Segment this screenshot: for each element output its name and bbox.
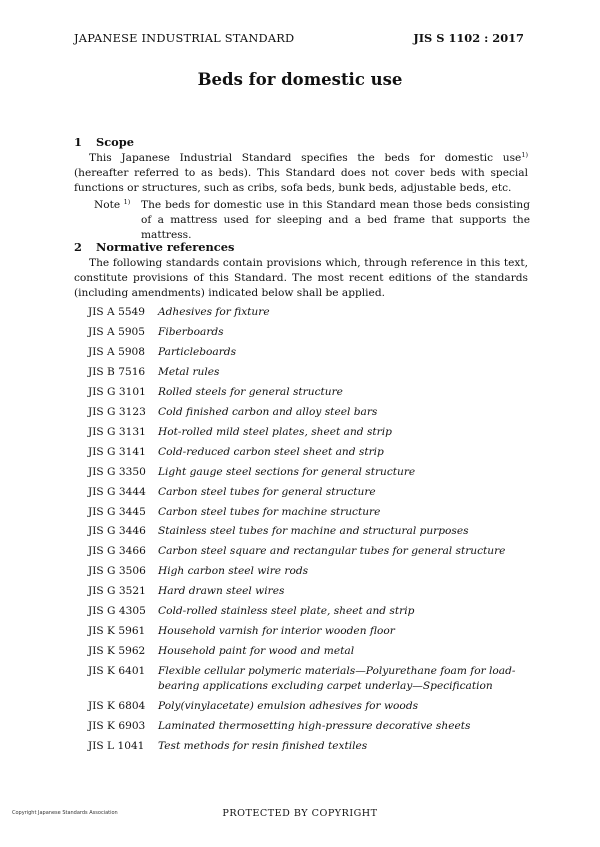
reference-code: JIS G 3101 — [88, 385, 146, 398]
reference-code: JIS A 5549 — [88, 306, 146, 318]
reference-title: Carbon steel tubes for machine structure — [158, 505, 381, 518]
reference-title: Metal rules — [158, 365, 220, 378]
reference-title: High carbon steel wire rods — [158, 565, 309, 578]
section-number: 2 — [74, 240, 82, 254]
reference-code: JIS K 5961 — [88, 625, 146, 638]
reference-item — [88, 385, 532, 400]
reference-code: JIS L 1041 — [88, 740, 145, 753]
protected-by-copyright: PROTECTED BY COPYRIGHT — [222, 808, 378, 819]
reference-item — [88, 604, 532, 619]
reference-code: JIS G 3123 — [88, 405, 146, 418]
reference-item — [88, 664, 532, 694]
reference-title: Stainless steel tubes for machine and structural purposes — [158, 525, 469, 538]
reference-code: JIS G 4305 — [88, 605, 146, 618]
reference-code: JIS G 3521 — [88, 585, 146, 598]
reference-item — [88, 699, 532, 714]
reference-title: Carbon steel tubes for general structure — [158, 485, 376, 498]
reference-title: Hard drawn steel wires — [158, 585, 285, 598]
reference-title: Particleboards — [158, 345, 237, 358]
reference-item — [88, 584, 532, 599]
reference-title: Fiberboards — [158, 325, 224, 338]
reference-code: JIS G 3141 — [88, 445, 146, 458]
reference-code: JIS G 3445 — [88, 505, 146, 518]
section-title: Scope — [96, 135, 134, 149]
reference-item — [88, 445, 532, 460]
reference-item — [88, 305, 532, 320]
scope-paragraph — [74, 151, 528, 197]
reference-item — [88, 405, 532, 420]
section-heading-scope — [74, 135, 134, 149]
reference-item — [88, 345, 532, 360]
reference-title: Poly(vinylacetate) emulsion adhesives for woods — [158, 700, 419, 713]
reference-item — [88, 719, 532, 734]
section-heading-normative-references — [74, 240, 234, 254]
reference-title: Cold-reduced carbon steel sheet and strip — [158, 445, 384, 458]
reference-code: JIS G 3131 — [88, 425, 146, 438]
reference-title: Cold finished carbon and alloy steel bars — [158, 405, 378, 418]
reference-item — [88, 739, 532, 754]
standard-series-label: JAPANESE INDUSTRIAL STANDARD — [74, 31, 295, 45]
reference-title: Laminated thermosetting high-pressure decorative sheets — [158, 720, 471, 733]
reference-title: Adhesives for fixture — [158, 306, 270, 318]
reference-code: JIS G 3506 — [88, 565, 146, 578]
reference-title: Light gauge steel sections for general structure — [158, 465, 416, 478]
note-text: The beds for domestic use in this Standard mean those beds consisting of a mattress used for sleeping and a bed frame that supports the mattress. — [141, 199, 530, 242]
footnote-ref: 1) — [521, 151, 528, 159]
reference-title: Carbon steel square and rectangular tubes for general structure — [158, 545, 506, 558]
standard-number: JIS S 1102 : 2017 — [413, 31, 524, 45]
reference-title: Household paint for wood and metal — [158, 645, 355, 658]
reference-item — [88, 644, 532, 659]
reference-item — [88, 365, 532, 380]
scope-text-start: This Japanese Industrial Standard specifies the beds for domestic use — [89, 152, 522, 164]
reference-title: Rolled steels for general structure — [158, 385, 343, 398]
copyright-notice: Copyright Japanese Standards Association — [12, 810, 118, 816]
reference-item — [88, 485, 532, 500]
scope-note — [94, 198, 530, 244]
reference-code: JIS A 5908 — [88, 345, 146, 358]
note-footnote-mark: 1) — [123, 198, 131, 206]
reference-title: Cold-rolled stainless steel plate, sheet and strip — [158, 605, 415, 618]
reference-code: JIS G 3444 — [88, 485, 146, 498]
reference-code: JIS K 6804 — [88, 700, 146, 713]
reference-code: JIS G 3446 — [88, 525, 146, 538]
section-number: 1 — [74, 135, 82, 149]
reference-title: Test methods for resin finished textiles — [158, 740, 368, 753]
reference-item — [88, 624, 532, 639]
normative-paragraph: The following standards contain provisions which, through reference in this text, constitute provisions of this Standard. The most recent editions of the standards (including amendments) indicated below shall be applied. — [74, 257, 528, 300]
reference-code: JIS G 3466 — [88, 545, 146, 558]
reference-item — [88, 544, 532, 559]
reference-title: Hot-rolled mild steel plates, sheet and strip — [158, 425, 392, 438]
document-title: Beds for domestic use — [197, 70, 403, 89]
reference-code: JIS K 6401 — [88, 665, 146, 678]
note-label — [94, 198, 141, 213]
note-label-text: Note — [94, 199, 121, 211]
reference-code: JIS G 3350 — [88, 465, 146, 478]
reference-code: JIS K 5962 — [88, 645, 146, 658]
reference-item — [88, 425, 532, 440]
reference-code: JIS A 5905 — [88, 325, 146, 338]
reference-item — [88, 524, 532, 539]
reference-title: Flexible cellular polymeric materials—Polyurethane foam for load-bearing applications excluding carpet underlay—Specification — [158, 665, 516, 693]
reference-title: Household varnish for interior wooden floor — [158, 625, 395, 638]
reference-item — [88, 325, 532, 340]
reference-list — [88, 305, 532, 759]
reference-item — [88, 465, 532, 480]
scope-text-end: (hereafter referred to as beds). This Standard does not cover beds with special functions or structures, such as cribs, sofa beds, bunk beds, adjustable beds, etc. — [74, 167, 528, 195]
reference-item — [88, 505, 532, 520]
section-title: Normative references — [96, 240, 235, 254]
reference-item — [88, 564, 532, 579]
reference-code: JIS B 7516 — [88, 365, 146, 378]
reference-code: JIS K 6903 — [88, 720, 146, 733]
